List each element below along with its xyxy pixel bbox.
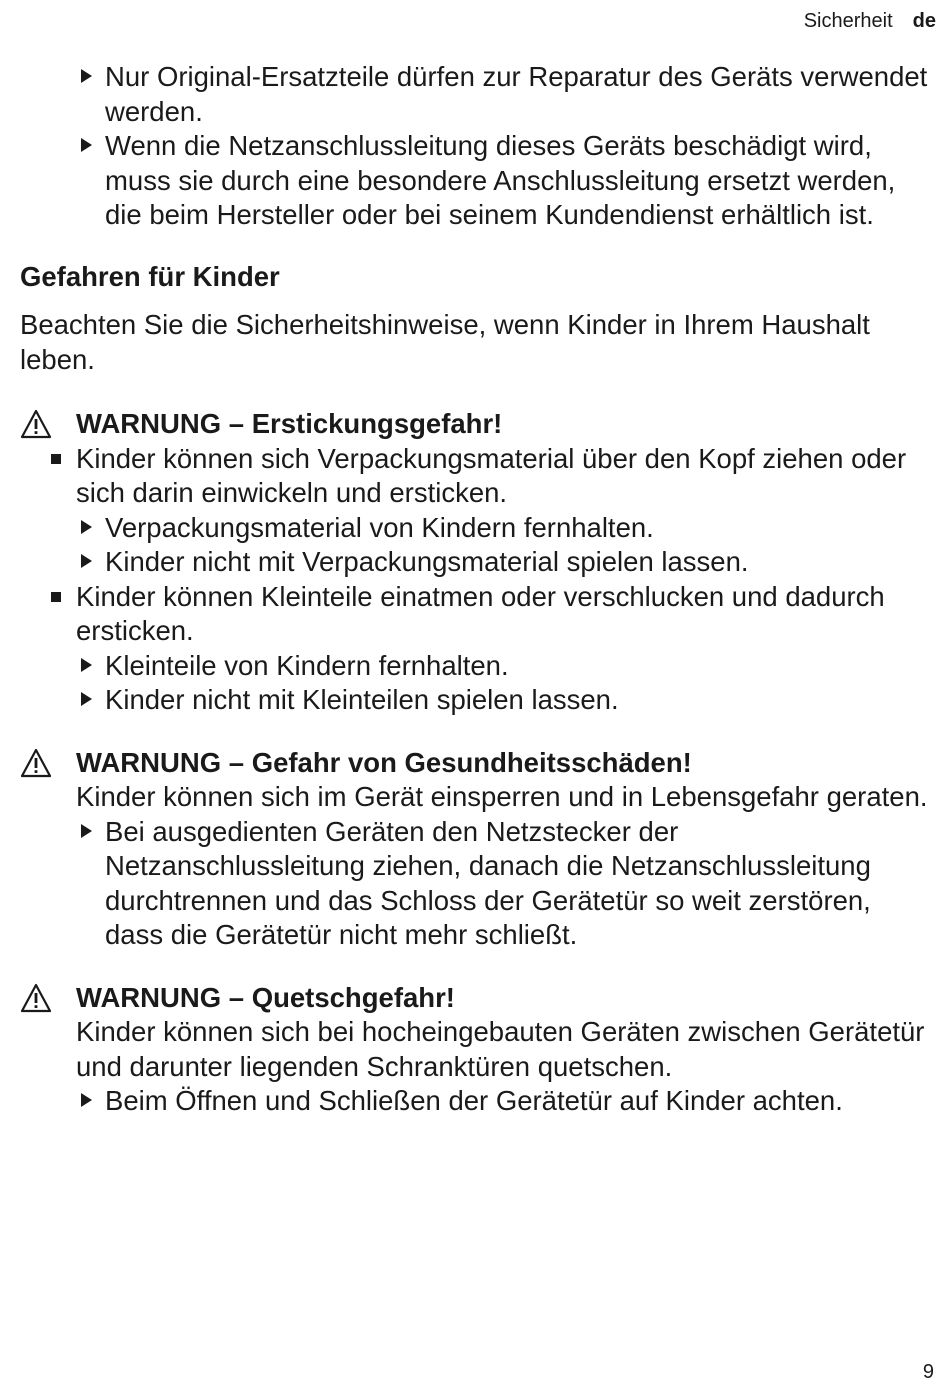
action-text: Beim Öffnen und Schließen der Gerätetür auf Kinder achten. [105,1085,843,1116]
page-content [20,60,936,1147]
warning-triangle-icon [20,409,52,439]
action-text: Kleinteile von Kindern fernhalten. [105,649,509,681]
warning-text: Kinder können sich im Gerät einsperren und in Lebensgefahr geraten. [76,781,928,812]
action-text: Kinder nicht mit Verpackungsmaterial spielen lassen. [105,546,749,577]
action-text: Bei ausgedienten Geräten den Netzstecker der Netzanschlussleitung ziehen, danach die Netzanschlussleitung durchtrennen und das Schloss der Gerätetür so weit zerstören, dass die Gerätetür nicht mehr schließt. [105,815,871,950]
warning-triangle-icon [20,983,52,1013]
warning-title: WARNUNG – Quetschgefahr! [76,981,455,1013]
triangle-right-icon [81,692,92,706]
warning-text: Kinder können sich bei hocheingebauten Geräten zwischen Gerätetür und darunter liegenden Schranktüren quetschen. [76,1016,925,1082]
bullet-text: Kinder können sich Verpackungsmaterial über den Kopf ziehen oder sich darin einwickeln und ersticken. [76,442,907,508]
warning-block [20,407,936,718]
action-text: Verpackungsmaterial von Kindern fernhalten. [105,511,654,543]
square-bullet-icon [51,592,61,602]
warning-title: WARNUNG – Erstickungsgefahr! [76,408,503,439]
bullet-item [76,442,936,511]
action-text: Wenn die Netzanschlussleitung dieses Geräts beschädigt wird, muss sie durch eine besondere Anschlussleitung ersetzt werden, die beim Hersteller oder bei seinem Kundendienst erhältlich ist. [105,130,896,230]
action-text: Nur Original-Ersatzteile dürfen zur Reparatur des Geräts verwendet werden. [105,61,928,127]
triangle-right-icon [81,1093,92,1107]
section-intro: Beachten Sie die Sicherheitshinweise, wenn Kinder in Ihrem Haushalt leben. [20,309,870,375]
triangle-right-icon [81,138,92,152]
header-language: de [912,10,936,32]
header-section: Sicherheit [803,10,893,32]
bullet-text: Kinder können Kleinteile einatmen oder verschlucken und dadurch ersticken. [76,580,885,646]
section-title: Gefahren für Kinder [20,260,280,292]
triangle-right-icon [81,658,92,672]
square-bullet-icon [51,454,61,464]
action-item [20,60,936,129]
action-item [76,649,936,684]
bullet-item [76,580,936,649]
warning-triangle-icon [20,748,52,778]
page-header [804,8,936,34]
warning-block [20,746,936,953]
action-item [76,511,936,546]
action-item [76,683,936,718]
triangle-right-icon [81,520,92,534]
warning-title: WARNUNG – Gefahr von Gesundheitsschäden! [76,746,692,778]
triangle-right-icon [81,554,92,568]
action-item [76,1084,936,1119]
triangle-right-icon [81,824,92,838]
action-text: Kinder nicht mit Kleinteilen spielen lassen. [105,684,619,715]
page-number: 9 [922,1361,934,1383]
action-item [76,815,936,953]
warning-block [20,981,936,1119]
action-item [76,545,936,580]
action-item [20,129,936,233]
triangle-right-icon [81,69,92,83]
